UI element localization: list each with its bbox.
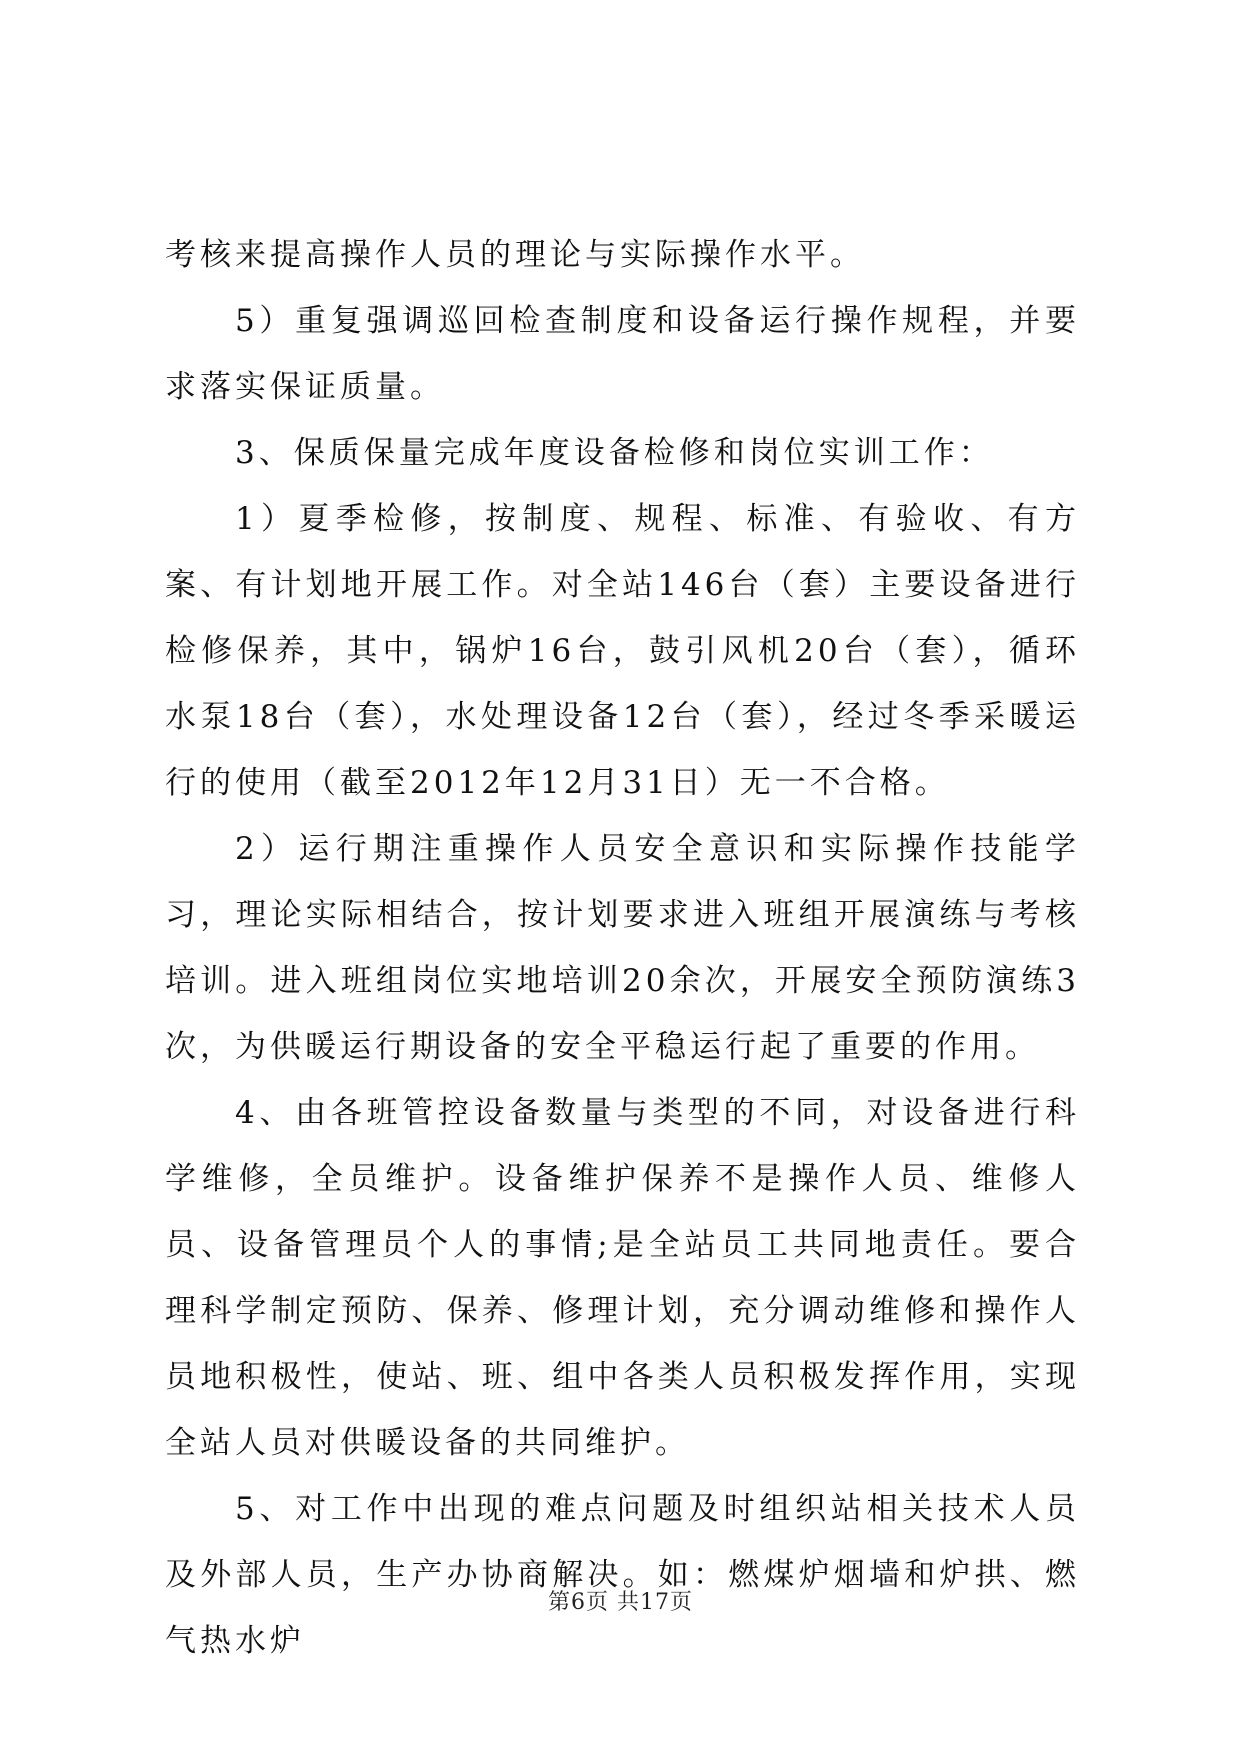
paragraph-section-4-maintenance: 4、由各班管控设备数量与类型的不同，对设备进行科学维修，全员维护。设备维护保养不是操作人员、维修人员、设备管理员个人的事情;是全站员工共同地责任。要合理科学制定预防、保养、修理计划，充分调动维修和操作人员地积极性，使站、班、组中各类人员积极发挥作用，实现全站人员对供暖设备的共同维护。 [165,1095,1080,1461]
document-body [165,222,1080,1674]
paragraph-item-1-summer-maintenance: 1）夏季检修，按制度、规程、标准、有验收、有方案、有计划地开展工作。对全站146台（套）主要设备进行检修保养，其中，锅炉16台，鼓引风机20台（套），循环水泵18台（套），水处理设备12台（套），经过冬季采暖运行的使用（截至2012年12月31日）无一不合格。 [165,501,1080,801]
paragraph-item-5-inspection: 5）重复强调巡回检查制度和设备运行操作规程，并要求落实保证质量。 [165,303,1080,405]
paragraph-section-3-heading: 3、保质保量完成年度设备检修和岗位实训工作： [235,435,994,471]
paragraph-section-5-problems: 5、对工作中出现的难点问题及时组织站相关技术人员及外部人员，生产办协商解决。如：燃煤炉烟墙和炉拱、燃气热水炉 [165,1491,1080,1659]
paragraph-item-2-operation-training: 2）运行期注重操作人员安全意识和实际操作技能学习，理论实际相结合，按计划要求进入班组开展演练与考核培训。进入班组岗位实地培训20余次，开展安全预防演练3次，为供暖运行期设备的安全平稳运行起了重要的作用。 [165,831,1080,1065]
paragraph-continuation: 考核来提高操作人员的理论与实际操作水平。 [165,237,865,273]
page-number-footer: 第6页 共17页 [548,1590,693,1615]
